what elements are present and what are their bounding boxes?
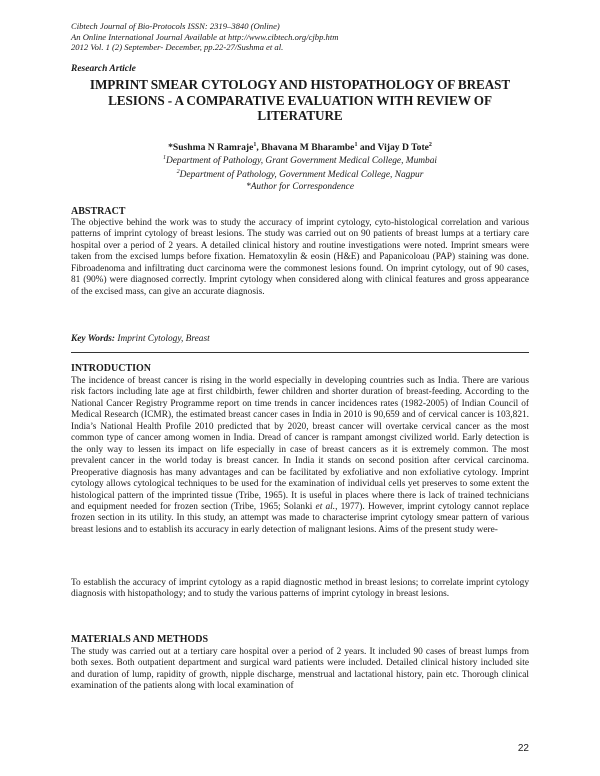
introduction-paragraph-2: To establish the accuracy of imprint cytology as a rapid diagnostic method in breast lesions; to correlate imprint cytology diagnosis with histopathology; and to study the various patterns of imprint cytology in breast lesions. — [71, 578, 529, 600]
author-1: *Sushma N Ramraje — [168, 142, 254, 154]
introduction-paragraph-1: The incidence of breast cancer is rising in the world especially in developing countries such as India. There are various risk factors including late age at first childbirth, fewer children and shorter duration of breast-feeding. According to the National Cancer Registry Programme report on time trends in cancer incidences rates (1982-2005) of Indian Council of Medical Research (ICMR), the estimated breast cancer cases in India in 2010 is 90,659 and of cervical cancer is 103,821. India’s National Health Profile 2010 predicted that by 2020, breast cancer will overtake cervical cancer as the most common type of cancer among women in India. Dread of cancer is rampant amongst civilized world. Early detection is the only way to lessen its impact on life especially in case of breast cancers as it is extremely common. The most prevalent cancer in the world today is breast cancer. In India it stands on second position after cervical carcinoma. Preoperative diagnosis has many advantages and can be facilitated by exfoliative and non exfoliative cytology. Imprint cytology allows cytological techniques to be used for the examination of individual cells yet preserves to some extent the histological pattern of the imprinted tissue (Tribe, 1965). It is useful in places where there is lack of trained technicians and equipment needed for frozen section (Tribe, 1965; Solanki et al., 1977). However, imprint cytology cannot replace frozen section in its utility. In this study, an attempt was made to characterise imprint cytology smear pattern of various breast lesions and to establish its accuracy in early detection of malignant lesions. Aims of the present study were- — [71, 376, 530, 535]
keywords — [71, 334, 210, 344]
author-2-affil: 1 — [354, 142, 358, 148]
affiliation-2: $^2$Department of Pathology, Government Medical College, Nagpur — [176, 169, 424, 181]
affiliations — [71, 153, 529, 193]
corresponding-author: *Author for Correspondence — [246, 181, 354, 192]
header-line-2: An Online International Journal Available at http://www.cibtech.org/cjbp.htm — [71, 31, 339, 42]
author-2: Bhavana M Bharambe — [261, 142, 355, 154]
header-line-1: Cibtech Journal of Bio-Protocols ISSN: 2319–3840 (Online) — [71, 21, 280, 31]
author-sep-1: , — [256, 142, 262, 154]
author-sep-2: and — [357, 142, 378, 154]
author-list — [71, 139, 529, 154]
keywords-label: Key Words: — [71, 334, 116, 344]
paper-title: IMPRINT SMEAR CYTOLOGY AND HISTOPATHOLOGY OF BREAST LESIONS - A COMPARATIVE EVALUATION WITH REVIEW OF LITERATURE — [89, 77, 511, 124]
page-number: 22 — [517, 743, 529, 754]
affiliation-1: $^1$Department of Pathology, Grant Government Medical College, Mumbai — [162, 155, 438, 167]
methods-heading: MATERIALS AND METHODS — [71, 634, 209, 645]
header-line-3: 2012 Vol. 1 (2) September- December, pp.22-27/Sushma et al. — [71, 42, 284, 52]
abstract-text: The objective behind the work was to study the accuracy of imprint cytology, cyto-histological correlation and various patterns of imprint cytology of breast lesions. The study was carried out on 90 patients of breast lumps at a tertiary care hospital over a period of 2 years. A detailed clinical history and routine investigations were noted. Imprint smears were taken from the excised lumps before fixation. Hematoxylin & eosin (H&E) and Papanicoloau (PAP) staining was done. Fibroadenoma and infiltrating duct carcinoma were the commonest lesions found. On imprint cytology, out of 90 cases, 81 (90%) were diagnosed correctly. Imprint cytology when considered along with clinical features and gross appearance of the excised mass, can give an accurate diagnosis. — [71, 218, 529, 297]
author-1-affil: 1 — [253, 142, 257, 148]
author-3-affil: 2 — [428, 142, 432, 148]
keywords-value: Imprint Cytology, Breast — [115, 334, 210, 344]
methods-text: The study was carried out at a tertiary care hospital over a period of 2 years. It included 90 cases of breast lumps from both sexes. Both outpatient department and surgical ward patients were included. Detailed clinical history included site and duration of lump, rapidity of growth, nipple discharge, menstrual and lactational history, pain etc. Thorough clinical examination of the patients along with local examination of — [71, 647, 529, 692]
article-type: Research Article — [71, 64, 136, 74]
introduction-heading: INTRODUCTION — [71, 363, 152, 374]
abstract-heading: ABSTRACT — [71, 206, 126, 217]
section-divider — [71, 352, 529, 353]
author-3: Vijay D Tote — [377, 142, 429, 154]
journal-header — [71, 21, 338, 53]
